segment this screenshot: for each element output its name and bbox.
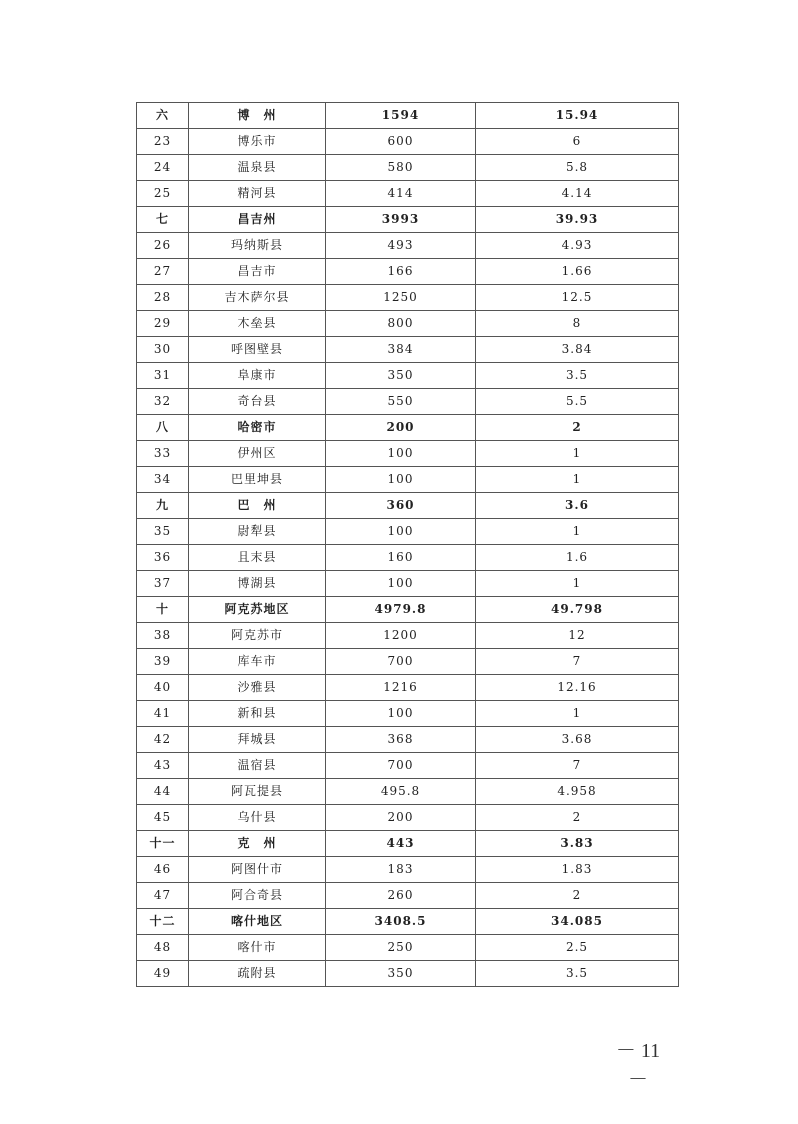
region-name-cell: 伊州区 [189, 441, 326, 467]
value-b-cell: 3.5 [476, 363, 679, 389]
value-a-cell: 1200 [326, 623, 476, 649]
row-number-cell: 34 [137, 467, 189, 493]
value-a-cell: 550 [326, 389, 476, 415]
value-b-cell: 2 [476, 415, 679, 441]
region-name-cell: 阿克苏地区 [189, 597, 326, 623]
region-name-cell: 新和县 [189, 701, 326, 727]
value-a-cell: 493 [326, 233, 476, 259]
region-name-cell: 乌什县 [189, 805, 326, 831]
value-a-cell: 100 [326, 701, 476, 727]
region-name-cell: 昌吉市 [189, 259, 326, 285]
row-number-cell: 40 [137, 675, 189, 701]
table-row [137, 181, 679, 207]
row-number-cell: 28 [137, 285, 189, 311]
value-a-cell: 700 [326, 753, 476, 779]
table-row [137, 129, 679, 155]
value-b-cell: 8 [476, 311, 679, 337]
table-row [137, 701, 679, 727]
value-a-cell: 350 [326, 363, 476, 389]
row-number-cell: 26 [137, 233, 189, 259]
data-table [136, 102, 679, 987]
table-row [137, 311, 679, 337]
region-name-cell: 喀什地区 [189, 909, 326, 935]
row-number-cell: 37 [137, 571, 189, 597]
row-number-cell: 46 [137, 857, 189, 883]
value-b-cell: 1 [476, 701, 679, 727]
region-name-cell: 阿合奇县 [189, 883, 326, 909]
value-a-cell: 100 [326, 571, 476, 597]
table-group-row [137, 909, 679, 935]
table-row [137, 233, 679, 259]
table-group-row [137, 597, 679, 623]
table-row [137, 779, 679, 805]
region-name-cell: 博 州 [189, 103, 326, 129]
table-row [137, 285, 679, 311]
value-b-cell: 4.14 [476, 181, 679, 207]
value-a-cell: 183 [326, 857, 476, 883]
table-row [137, 571, 679, 597]
value-b-cell: 3.6 [476, 493, 679, 519]
value-a-cell: 495.8 [326, 779, 476, 805]
table-row [137, 519, 679, 545]
row-number-cell: 九 [137, 493, 189, 519]
region-name-cell: 巴里坤县 [189, 467, 326, 493]
row-number-cell: 47 [137, 883, 189, 909]
region-name-cell: 温泉县 [189, 155, 326, 181]
table-row [137, 155, 679, 181]
value-b-cell: 1.83 [476, 857, 679, 883]
value-b-cell: 15.94 [476, 103, 679, 129]
region-name-cell: 哈密市 [189, 415, 326, 441]
table-row [137, 805, 679, 831]
value-b-cell: 5.5 [476, 389, 679, 415]
table-row [137, 675, 679, 701]
value-a-cell: 1250 [326, 285, 476, 311]
value-b-cell: 3.68 [476, 727, 679, 753]
table-row [137, 363, 679, 389]
region-name-cell: 疏附县 [189, 961, 326, 987]
value-b-cell: 4.93 [476, 233, 679, 259]
table-group-row [137, 493, 679, 519]
region-name-cell: 沙雅县 [189, 675, 326, 701]
value-a-cell: 200 [326, 415, 476, 441]
table-row [137, 337, 679, 363]
row-number-cell: 27 [137, 259, 189, 285]
value-b-cell: 7 [476, 753, 679, 779]
value-a-cell: 414 [326, 181, 476, 207]
value-a-cell: 800 [326, 311, 476, 337]
row-number-cell: 35 [137, 519, 189, 545]
value-b-cell: 12 [476, 623, 679, 649]
value-a-cell: 166 [326, 259, 476, 285]
row-number-cell: 八 [137, 415, 189, 441]
value-b-cell: 1.66 [476, 259, 679, 285]
value-a-cell: 160 [326, 545, 476, 571]
row-number-cell: 六 [137, 103, 189, 129]
row-number-cell: 33 [137, 441, 189, 467]
row-number-cell: 23 [137, 129, 189, 155]
value-b-cell: 2 [476, 883, 679, 909]
table-row [137, 727, 679, 753]
table-group-row [137, 207, 679, 233]
row-number-cell: 39 [137, 649, 189, 675]
value-b-cell: 3.83 [476, 831, 679, 857]
table-group-row [137, 103, 679, 129]
row-number-cell: 38 [137, 623, 189, 649]
table-body [137, 103, 679, 987]
row-number-cell: 24 [137, 155, 189, 181]
row-number-cell: 32 [137, 389, 189, 415]
value-a-cell: 384 [326, 337, 476, 363]
row-number-cell: 十一 [137, 831, 189, 857]
region-name-cell: 呼图壁县 [189, 337, 326, 363]
value-a-cell: 260 [326, 883, 476, 909]
row-number-cell: 31 [137, 363, 189, 389]
value-b-cell: 2 [476, 805, 679, 831]
table-row [137, 961, 679, 987]
value-b-cell: 12.16 [476, 675, 679, 701]
row-number-cell: 29 [137, 311, 189, 337]
table-row [137, 857, 679, 883]
table-row [137, 441, 679, 467]
region-name-cell: 温宿县 [189, 753, 326, 779]
table-row [137, 883, 679, 909]
region-name-cell: 阿图什市 [189, 857, 326, 883]
region-name-cell: 阿瓦提县 [189, 779, 326, 805]
value-a-cell: 100 [326, 467, 476, 493]
value-a-cell: 200 [326, 805, 476, 831]
value-a-cell: 350 [326, 961, 476, 987]
row-number-cell: 七 [137, 207, 189, 233]
value-b-cell: 49.798 [476, 597, 679, 623]
table-row [137, 623, 679, 649]
value-a-cell: 360 [326, 493, 476, 519]
value-a-cell: 700 [326, 649, 476, 675]
table-row [137, 649, 679, 675]
value-a-cell: 600 [326, 129, 476, 155]
region-name-cell: 库车市 [189, 649, 326, 675]
value-b-cell: 1 [476, 441, 679, 467]
value-b-cell: 1 [476, 571, 679, 597]
value-b-cell: 4.958 [476, 779, 679, 805]
region-name-cell: 木垒县 [189, 311, 326, 337]
row-number-cell: 25 [137, 181, 189, 207]
row-number-cell: 48 [137, 935, 189, 961]
value-b-cell: 1 [476, 467, 679, 493]
row-number-cell: 45 [137, 805, 189, 831]
table-row [137, 467, 679, 493]
value-b-cell: 6 [476, 129, 679, 155]
table-group-row [137, 831, 679, 857]
region-name-cell: 喀什市 [189, 935, 326, 961]
table-row [137, 259, 679, 285]
row-number-cell: 43 [137, 753, 189, 779]
value-a-cell: 580 [326, 155, 476, 181]
region-name-cell: 尉犁县 [189, 519, 326, 545]
value-b-cell: 1.6 [476, 545, 679, 571]
region-name-cell: 精河县 [189, 181, 326, 207]
value-a-cell: 250 [326, 935, 476, 961]
value-b-cell: 1 [476, 519, 679, 545]
row-number-cell: 44 [137, 779, 189, 805]
row-number-cell: 十二 [137, 909, 189, 935]
row-number-cell: 十 [137, 597, 189, 623]
region-name-cell: 阜康市 [189, 363, 326, 389]
value-b-cell: 12.5 [476, 285, 679, 311]
value-b-cell: 3.84 [476, 337, 679, 363]
value-b-cell: 34.085 [476, 909, 679, 935]
region-name-cell: 阿克苏市 [189, 623, 326, 649]
region-name-cell: 吉木萨尔县 [189, 285, 326, 311]
value-b-cell: 3.5 [476, 961, 679, 987]
value-a-cell: 100 [326, 441, 476, 467]
table-row [137, 389, 679, 415]
value-a-cell: 3993 [326, 207, 476, 233]
page-number: － 11 － [615, 1040, 661, 1091]
table-row [137, 753, 679, 779]
table-row [137, 935, 679, 961]
data-table-container [136, 102, 678, 987]
region-name-cell: 昌吉州 [189, 207, 326, 233]
value-a-cell: 1216 [326, 675, 476, 701]
region-name-cell: 博湖县 [189, 571, 326, 597]
value-a-cell: 3408.5 [326, 909, 476, 935]
region-name-cell: 克 州 [189, 831, 326, 857]
region-name-cell: 巴 州 [189, 493, 326, 519]
row-number-cell: 30 [137, 337, 189, 363]
region-name-cell: 奇台县 [189, 389, 326, 415]
row-number-cell: 36 [137, 545, 189, 571]
value-a-cell: 368 [326, 727, 476, 753]
value-b-cell: 2.5 [476, 935, 679, 961]
region-name-cell: 玛纳斯县 [189, 233, 326, 259]
value-a-cell: 100 [326, 519, 476, 545]
value-a-cell: 4979.8 [326, 597, 476, 623]
value-b-cell: 39.93 [476, 207, 679, 233]
region-name-cell: 拜城县 [189, 727, 326, 753]
value-a-cell: 1594 [326, 103, 476, 129]
table-group-row [137, 415, 679, 441]
row-number-cell: 42 [137, 727, 189, 753]
value-b-cell: 7 [476, 649, 679, 675]
row-number-cell: 49 [137, 961, 189, 987]
row-number-cell: 41 [137, 701, 189, 727]
region-name-cell: 且末县 [189, 545, 326, 571]
region-name-cell: 博乐市 [189, 129, 326, 155]
value-a-cell: 443 [326, 831, 476, 857]
value-b-cell: 5.8 [476, 155, 679, 181]
table-row [137, 545, 679, 571]
